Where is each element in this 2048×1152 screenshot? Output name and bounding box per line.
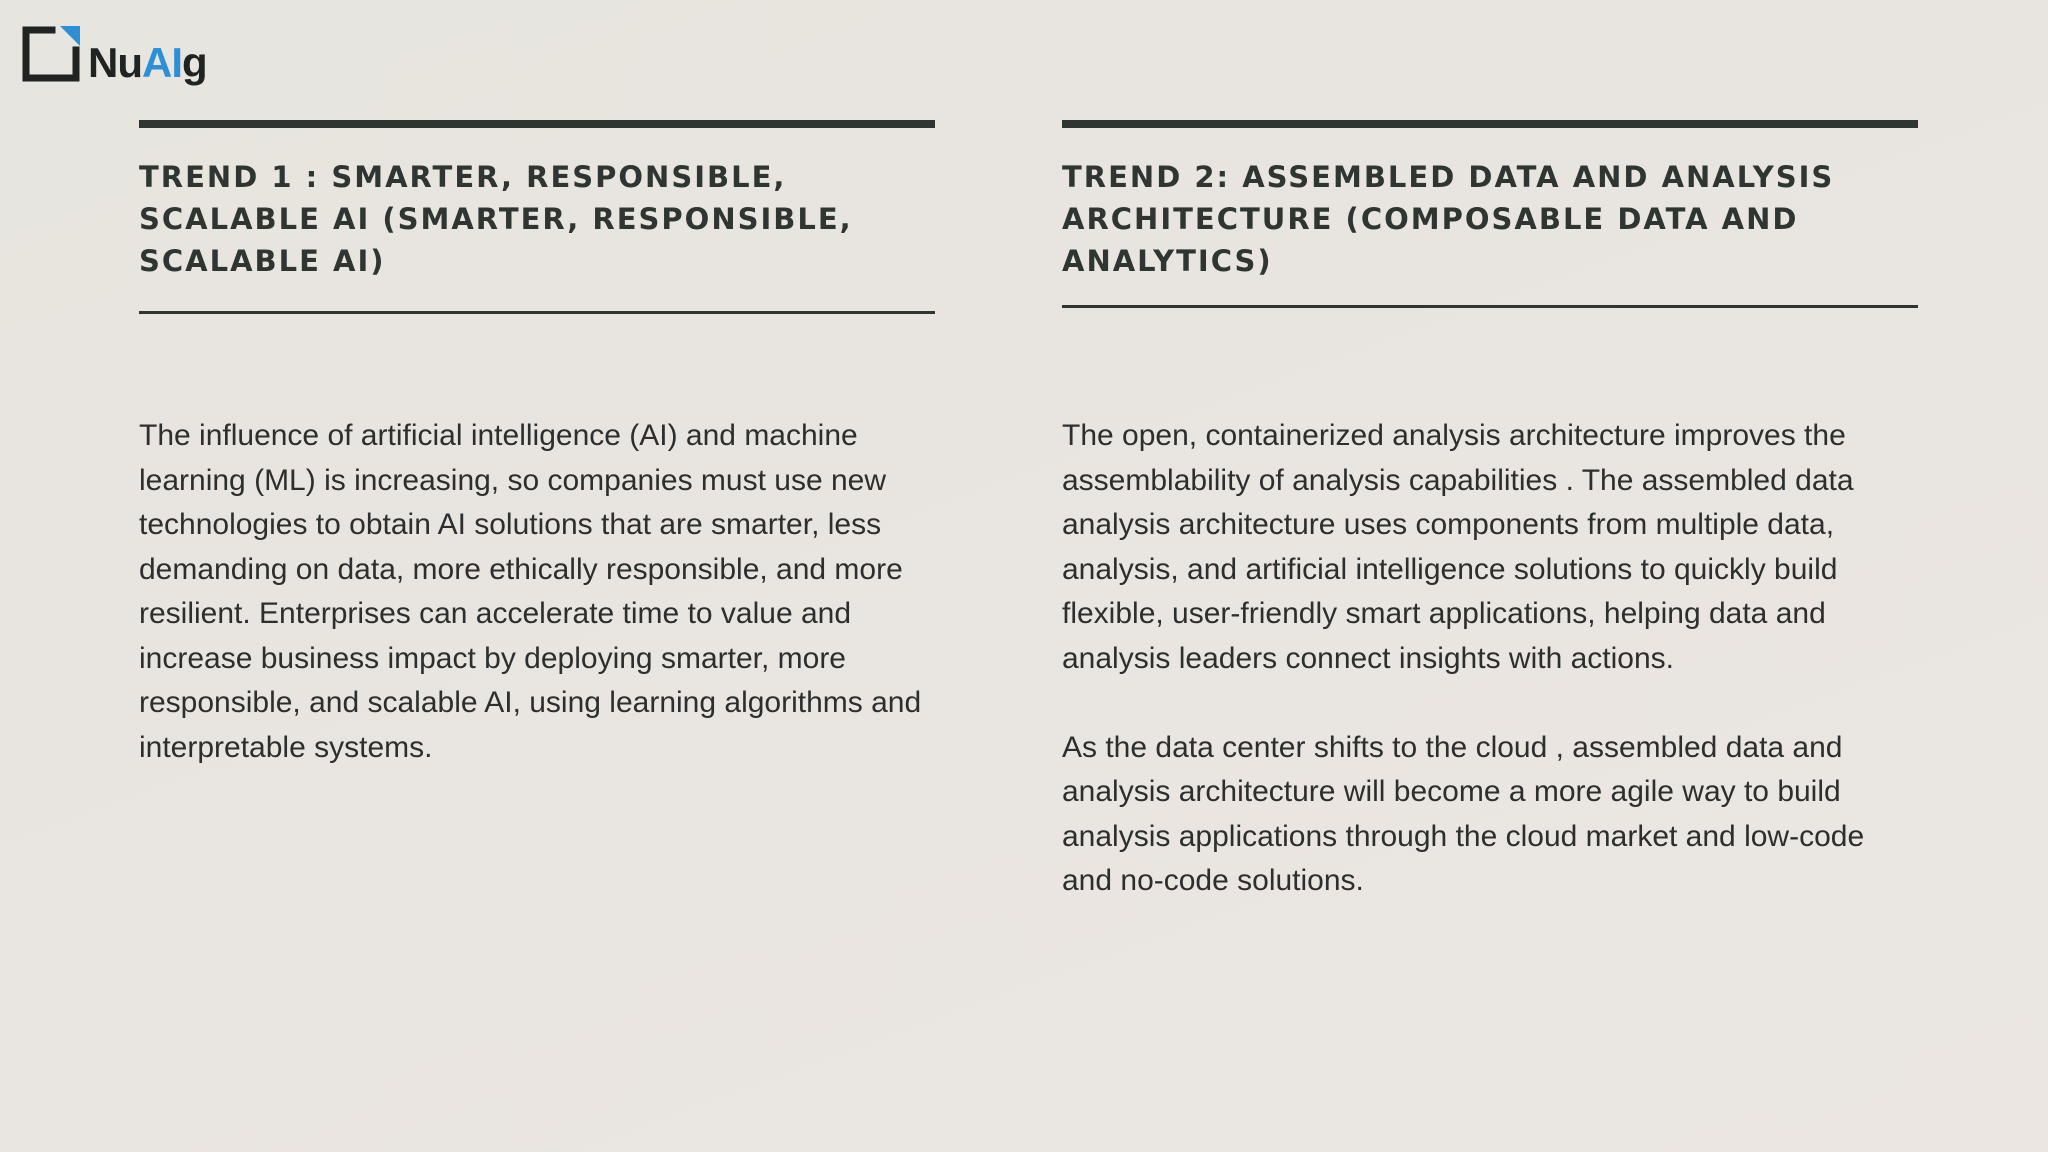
trend-2-section xyxy=(1062,120,1918,897)
trend-1-title: TREND 1 : SMARTER, RESPONSIBLE, SCALABLE AI (SMARTER, RESPONSIBLE, SCALABLE AI) xyxy=(139,160,853,278)
brand-name: NuAIg xyxy=(88,39,207,86)
trend-2-title: TREND 2: ASSEMBLED DATA AND ANALYSIS ARCHITECTURE (COMPOSABLE DATA AND ANALYTICS) xyxy=(1062,160,1835,278)
trend-1-body xyxy=(139,414,935,770)
trend-2-paragraph-1: The open, containerized analysis architecture improves the assemblability of analysis capabilities . The assembled data analysis architecture uses components from multiple data, analysis, and artificial intelligence solutions to quickly build flexible, user-friendly smart applications, helping data and analysis leaders connect insights with actions. xyxy=(1062,419,1854,675)
brand-logo xyxy=(22,22,222,92)
trend-2-paragraph-2: As the data center shifts to the cloud , assembled data and analysis architecture will become a more agile way to build analysis applications through the cloud market and low-code and no-code solutions. xyxy=(1062,730,1865,897)
trend-2-body xyxy=(1062,414,1918,904)
title-divider xyxy=(139,311,935,314)
trend-1-paragraph: The influence of artificial intelligence (AI) and machine learning (ML) is increasing, so companies must use new technologies to obtain AI solutions that are smarter, less demanding on data, more ethically responsible, and more resilient. Enterprises can accelerate time to value and increase business impact by deploying smarter, more responsible, and scalable AI, using learning algorithms and interpretable systems. xyxy=(139,419,922,764)
title-divider xyxy=(1062,305,1918,308)
square-bracket-logo-icon xyxy=(22,24,80,82)
trend-1-section xyxy=(139,120,935,764)
top-divider xyxy=(139,120,935,128)
top-divider xyxy=(1062,120,1918,128)
